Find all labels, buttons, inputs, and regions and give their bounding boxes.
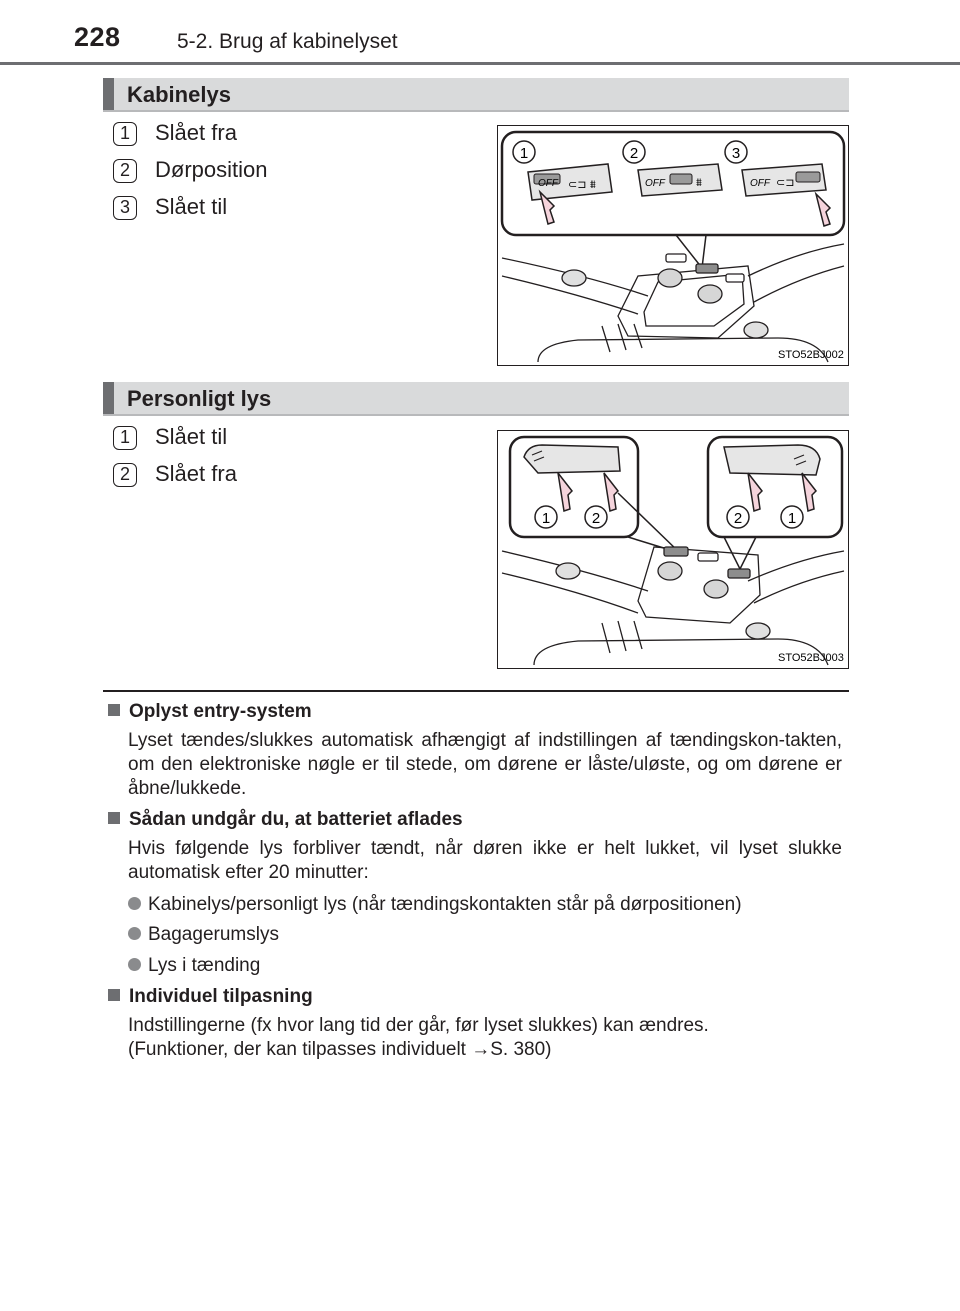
custom-line-1: Indstillingerne (fx hvor lang tid der går, før lyset slukkes) kan ændres.: [128, 1015, 709, 1036]
svg-text:OFF: OFF: [538, 178, 558, 189]
cabin-light-figure: [497, 125, 849, 366]
figure-code: STO52BJ002: [778, 349, 844, 361]
number-badge: 3: [113, 196, 137, 220]
light-console: [658, 547, 750, 598]
page-number: 228: [74, 22, 121, 52]
header-rule: [0, 62, 960, 65]
cabin-light-illustration: [498, 126, 847, 364]
section-title: 5-2. Brug af kabinelyset: [177, 30, 398, 53]
square-bullet-icon: [108, 812, 120, 824]
svg-text:1: 1: [519, 145, 529, 162]
svg-text:OFF: OFF: [645, 178, 665, 189]
battery-bullet-3: Lys i tænding: [128, 955, 260, 977]
number-badge: 1: [113, 426, 137, 450]
callout-left-2: [585, 506, 607, 528]
svg-text:2: 2: [733, 510, 743, 527]
note-heading-battery: Sådan undgår du, at batteriet aflades: [108, 809, 463, 831]
round-bullet-icon: [128, 927, 141, 940]
personal-light-figure: [497, 430, 849, 669]
heading-accent: [103, 78, 114, 110]
callout-1: [513, 141, 535, 163]
switch-door-icon: [638, 164, 722, 196]
content-rule: [103, 690, 849, 692]
personal-item-label: Slået til: [155, 424, 228, 449]
figure-code: STO52BJ003: [778, 652, 844, 664]
cabin-item-label: Slået fra: [155, 120, 237, 145]
round-bullet-icon: [128, 897, 141, 910]
note-heading-custom: Individuel tilpasning: [108, 986, 313, 1008]
number-badge: 2: [113, 159, 137, 183]
svg-text:2: 2: [629, 145, 639, 162]
square-bullet-icon: [108, 989, 120, 1001]
callout-3: [725, 141, 747, 163]
battery-bullet-1: Kabinelys/personligt lys (når tændingskontakten står på dørpositionen): [128, 894, 742, 916]
personal-light-illustration: [498, 431, 847, 667]
svg-text:2: 2: [591, 510, 601, 527]
svg-text:3: 3: [731, 145, 741, 162]
svg-text:1: 1: [787, 510, 797, 527]
number-badge: 1: [113, 122, 137, 146]
page-ref-arrow-icon: →: [471, 1039, 491, 1060]
number-badge: 2: [113, 463, 137, 487]
cabin-item-label: Slået til: [155, 194, 228, 219]
pointer-line: [676, 235, 706, 268]
personal-section-heading: [103, 382, 849, 416]
note-text-entry: Lyset tændes/slukkes automatisk afhængigt af indstillingen af tændingskon-takten, om den elektroniske nøgle er til stede, om dørene er låste/uløste, og om dørene er åbne/lukkede.: [128, 730, 842, 799]
callout-left-1: [535, 506, 557, 528]
cabin-item-label: Dørposition: [155, 157, 268, 182]
callout-right-1: [781, 506, 803, 528]
svg-text:⩩: ⩩: [696, 176, 702, 189]
note-text-battery: Hvis følgende lys forbliver tændt, når døren ikke er helt lukket, vil lyset slukke automatisk efter 20 minutter:: [128, 838, 842, 883]
cabin-section-title: Kabinelys: [127, 82, 231, 107]
svg-text:1: 1: [541, 510, 551, 527]
svg-text:OFF: OFF: [750, 178, 770, 189]
svg-text:⊂⊐ ⩩: ⊂⊐ ⩩: [568, 178, 596, 191]
battery-bullet-2: Bagagerumslys: [128, 924, 279, 946]
callout-2: [623, 141, 645, 163]
heading-accent: [103, 382, 114, 414]
svg-text:⊂⊐: ⊂⊐: [776, 176, 795, 189]
cabin-section-heading: [103, 78, 849, 112]
personal-section-title: Personligt lys: [127, 386, 272, 411]
custom-line-2: (Funktioner, der kan tilpasses individuelt →S. 380): [128, 1039, 552, 1060]
page-header: [0, 0, 960, 64]
note-text-custom: [128, 1014, 842, 1062]
round-bullet-icon: [128, 958, 141, 971]
square-bullet-icon: [108, 704, 120, 716]
callout-right-2: [727, 506, 749, 528]
note-heading-entry: Oplyst entry-system: [108, 701, 312, 723]
personal-item-label: Slået fra: [155, 461, 237, 486]
page-reference-link[interactable]: S. 380): [490, 1039, 552, 1060]
